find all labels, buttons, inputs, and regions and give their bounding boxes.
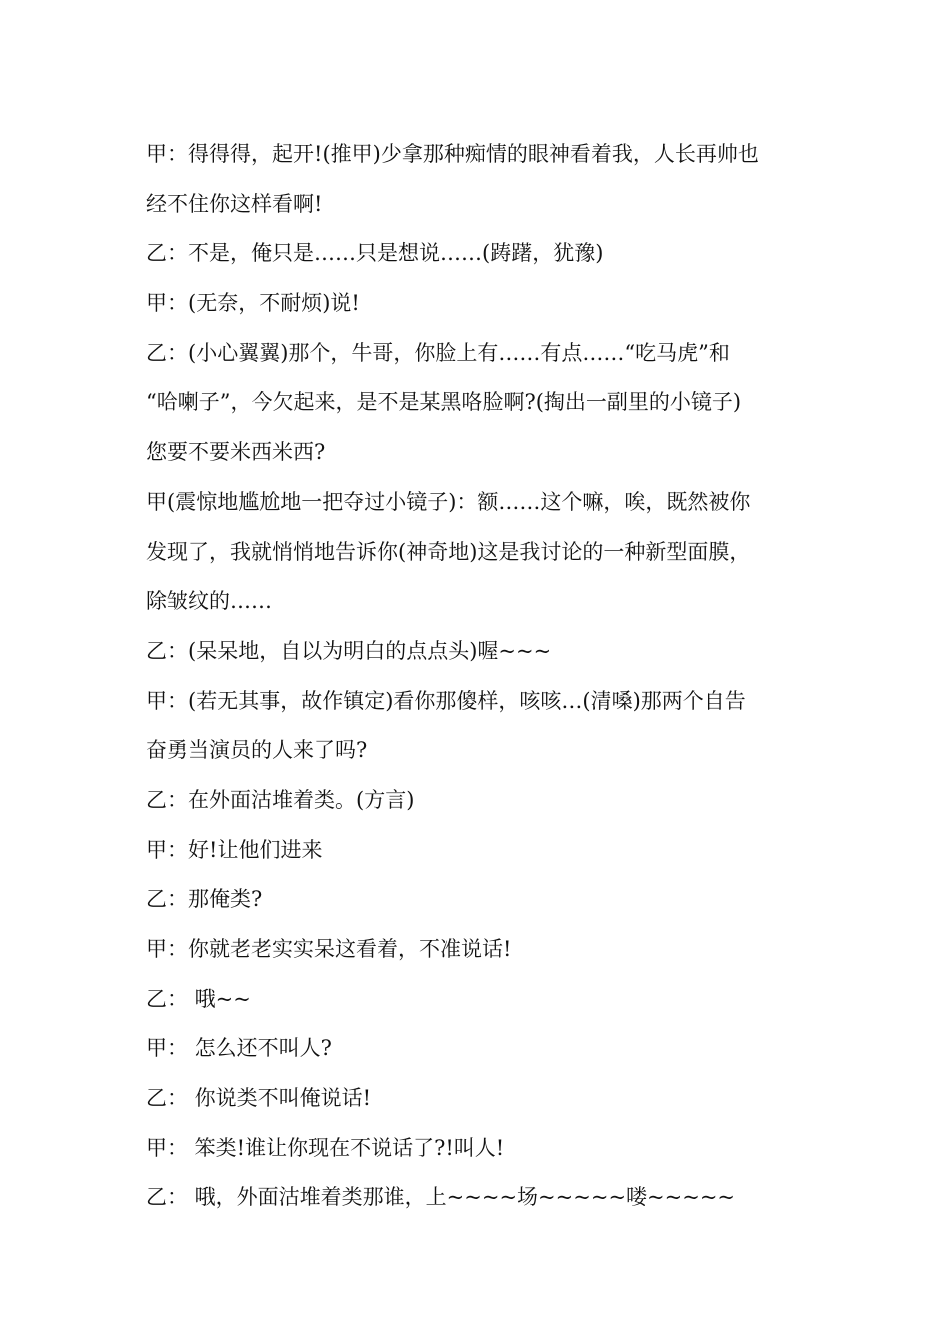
- text-line: 甲：得得得，起开!(推甲)少拿那种痴情的眼神看着我，人长再帅也: [146, 142, 759, 166]
- text-line: 除皱纹的……: [146, 589, 272, 614]
- text-line: 甲：好!让他们进来: [146, 837, 323, 862]
- text-line: 乙： 你说类不叫俺说话!: [146, 1086, 372, 1111]
- text-line: 发现了，我就悄悄地告诉你(神奇地)这是我讨论的一种新型面膜，: [146, 539, 751, 564]
- text-line: 乙：那俺类?: [146, 887, 263, 912]
- text-line: 甲： 怎么还不叫人?: [146, 1036, 332, 1061]
- text-line: 乙： 哦~~: [146, 986, 251, 1011]
- text-line: 乙：在外面沽堆着类。(方言): [146, 787, 415, 812]
- text-line: 乙：(小心翼翼)那个，牛哥，你脸上有……有点……“吃马虎”和: [146, 340, 730, 365]
- text-line: 乙： 哦，外面沽堆着类那谁，上~~~~场~~~~~喽~~~~~: [146, 1185, 736, 1210]
- text-line: “哈喇子”，今欠起来，是不是某黑咯脸啊?(掏出一副里的小镜子): [146, 390, 742, 415]
- text-line: 奋勇当演员的人来了吗?: [146, 738, 368, 763]
- text-line: 甲：(无奈，不耐烦)说!: [146, 291, 360, 316]
- script-text-body: [146, 130, 814, 1223]
- text-line: 乙：(呆呆地，自以为明白的点点头)喔~~~: [146, 638, 552, 663]
- text-line: 甲：(若无其事，故作镇定)看你那傻样，咳咳…(清嗓)那两个自告: [146, 688, 746, 713]
- text-line: 甲： 笨类!谁让你现在不说话了?!叫人!: [146, 1135, 505, 1160]
- text-line: 乙：不是，俺只是……只是想说……(踌躇，犹豫): [146, 241, 604, 266]
- text-line: 您要不要米西米西?: [146, 440, 326, 465]
- text-line: 甲(震惊地尴尬地一把夺过小镜子)：额……这个嘛，唉，既然被你: [146, 489, 751, 514]
- text-line: 甲：你就老老实实呆这看着，不准说话!: [146, 937, 512, 961]
- text-line: 经不住你这样看啊!: [146, 191, 323, 216]
